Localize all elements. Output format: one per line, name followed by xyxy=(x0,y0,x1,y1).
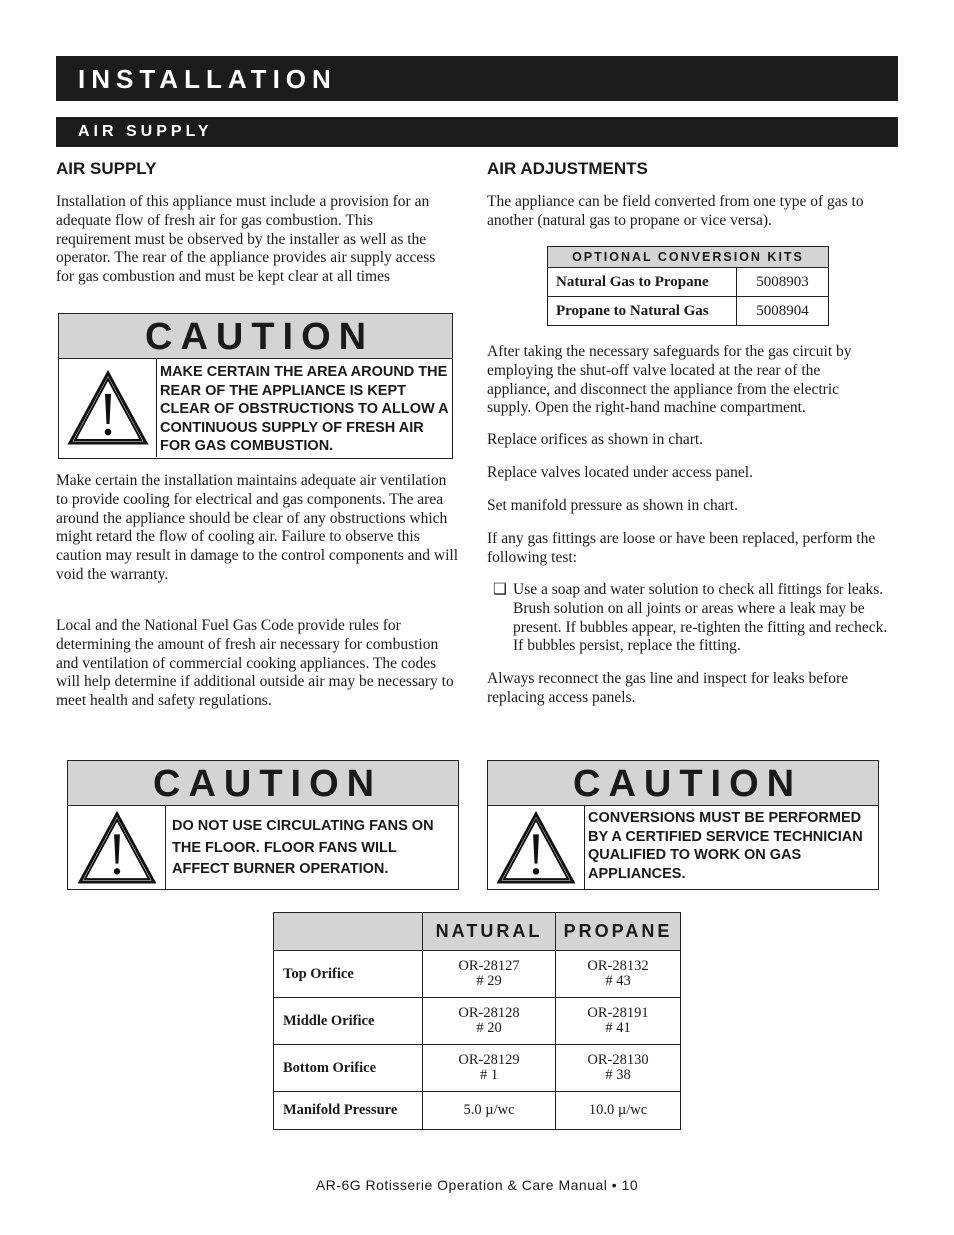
table-row xyxy=(274,951,681,998)
caution-title: CAUTION xyxy=(68,761,458,806)
caution-box-air xyxy=(58,313,453,459)
orifice-size: # 43 xyxy=(605,973,631,989)
part-number: OR-28129 xyxy=(458,1052,520,1068)
row-label: Bottom Orifice xyxy=(274,1045,423,1092)
empty-header-cell xyxy=(274,913,423,951)
propane-cell xyxy=(556,1045,681,1092)
right-paragraph-1: After taking the necessary safeguards for the gas circuit by employing the shut-off valve located at the rear of the appliance, and disconnect the appliance from the electric supply. Open the right-hand machine compartment. xyxy=(487,343,852,417)
caution-title: CAUTION xyxy=(488,761,878,806)
right-paragraph-5: If any gas fittings are loose or have been replaced, perform the following test: xyxy=(487,530,876,566)
section-title: INSTALLATION xyxy=(56,56,898,101)
right-paragraph-6: Always reconnect the gas line and inspect for leaks before replacing access panels. xyxy=(487,670,849,706)
part-number: OR-28132 xyxy=(587,958,649,974)
bullet-text: Use a soap and water solution to check all fittings for leaks. Brush solution on all joints or areas where a leak may be present. If bubbles appear, re-tighten the fitting and recheck. If bubbles persist, replace the fitting. xyxy=(513,581,888,655)
kit-label: Natural Gas to Propane xyxy=(548,268,737,297)
caution-box-fans xyxy=(67,760,459,890)
right-paragraph-2: Replace orifices as shown in chart. xyxy=(487,431,704,448)
part-number: OR-28128 xyxy=(458,1005,520,1021)
table-row xyxy=(274,1092,681,1130)
right-paragraph-3: Replace valves located under access panel. xyxy=(487,464,753,481)
part-number: OR-28130 xyxy=(587,1052,649,1068)
caution-text: MAKE CERTAIN THE AREA AROUND THE REAR OF THE APPLIANCE IS KEPT CLEAR OF OBSTRUCTIONS TO ALLOW A CONTINUOUS SUPPLY OF FRESH AIR FOR GAS COMBUSTION. xyxy=(160,364,449,455)
subsection-title: AIR SUPPLY xyxy=(56,117,898,147)
propane-cell xyxy=(556,998,681,1045)
orifice-size: # 29 xyxy=(476,973,502,989)
table-row xyxy=(274,998,681,1045)
caution-text: DO NOT USE CIRCULATING FANS ON THE FLOOR. FLOOR FANS WILL AFFECT BURNER OPERATION. xyxy=(172,818,434,877)
row-label: Top Orifice xyxy=(274,951,423,998)
conversion-kits-table xyxy=(547,246,829,326)
table-row xyxy=(548,297,829,326)
warning-triangle-icon xyxy=(68,806,166,889)
warning-triangle-icon xyxy=(59,359,157,457)
left-paragraph-3: Local and the National Fuel Gas Code provide rules for determining the amount of fresh air necessary for combustion and ventilation of commercial cooking appliances. The codes will help determine if additional outside air may be necessary to meet health and safety regulations. xyxy=(56,617,454,710)
orifice-size: # 41 xyxy=(605,1020,631,1036)
row-label: Manifold Pressure xyxy=(274,1092,423,1130)
part-number: OR-28191 xyxy=(587,1005,649,1021)
right-paragraph-4: Set manifold pressure as shown in chart. xyxy=(487,497,738,514)
right-intro: The appliance can be field converted from one type of gas to another (natural gas to propane or vice versa). xyxy=(487,193,864,229)
left-paragraph-1: Installation of this appliance must include a provision for an adequate flow of fresh air for gas combustion. This requirement must be observed by the installer as well as the operator. The rear of the appliance provides air supply access for gas combustion and must be kept clear at all times xyxy=(56,193,436,286)
caution-box-conversion xyxy=(487,760,879,890)
table-row xyxy=(548,268,829,297)
part-number: OR-28127 xyxy=(458,958,520,974)
propane-cell: 10.0 µ/wc xyxy=(556,1092,681,1130)
column-header-natural: NATURAL xyxy=(423,913,556,951)
natural-cell xyxy=(423,998,556,1045)
orifice-size: # 1 xyxy=(479,1067,499,1083)
natural-cell xyxy=(423,1045,556,1092)
orifice-size: # 20 xyxy=(476,1020,502,1036)
kit-label: Propane to Natural Gas xyxy=(548,297,737,326)
orifice-size: # 38 xyxy=(605,1067,631,1083)
left-heading: AIR SUPPLY xyxy=(56,159,157,178)
caution-title: CAUTION xyxy=(59,314,452,359)
propane-cell xyxy=(556,951,681,998)
right-heading: AIR ADJUSTMENTS xyxy=(487,159,648,178)
caution-text: CONVERSIONS MUST BE PERFORMED BY A CERTIFIED SERVICE TECHNICIAN QUALIFIED TO WORK ON GAS APPLIANCES. xyxy=(588,810,863,882)
kit-part-number: 5008904 xyxy=(737,297,829,326)
row-label: Middle Orifice xyxy=(274,998,423,1045)
checkbox-icon: ❑ xyxy=(493,581,507,598)
orifice-table xyxy=(273,912,681,1130)
natural-cell xyxy=(423,951,556,998)
page-footer: AR-6G Rotisserie Operation & Care Manual • 10 xyxy=(315,1177,639,1193)
kits-header: OPTIONAL CONVERSION KITS xyxy=(548,247,829,268)
column-header-propane: PROPANE xyxy=(556,913,681,951)
table-row xyxy=(274,1045,681,1092)
left-paragraph-2: Make certain the installation maintains adequate air ventilation to provide cooling for electrical and gas components. The area around the appliance should be clear of any obstructions which might retard the flow of cooling air. Failure to observe this caution may result in damage to the control components and will void the warranty. xyxy=(56,472,459,583)
natural-cell: 5.0 µ/wc xyxy=(423,1092,556,1130)
kit-part-number: 5008903 xyxy=(737,268,829,297)
warning-triangle-icon xyxy=(488,806,585,889)
